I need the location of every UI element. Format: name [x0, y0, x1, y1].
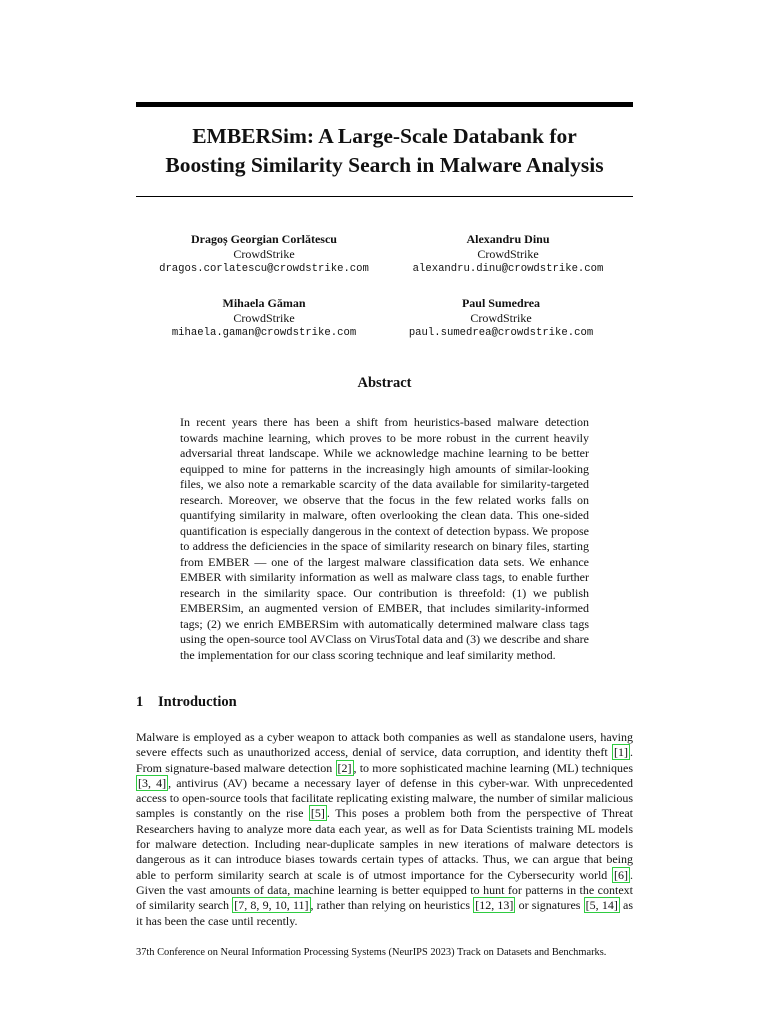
- section-number: 1: [136, 694, 144, 710]
- abstract-text: In recent years there has been a shift from heuristics-based malware detection towards machine learning, which proves to be more robust in the current heavily adversarial threat landscape. While we acknowledge machine learning to be better equipped to mine for patterns in the increasingly high amounts of similar-looking files, we also note a remarkable scarcity of the data available for similarity-targeted research. Moreover, we observe that the focus in the few related works falls on quantifying similarity in malware, often overlooking the clean data. This one-sided quantification is especially dangerous in the context of detection bypass. We propose to address the deficiencies in the space of similarity research on binary files, starting from EMBER — one of the largest malware classification data sets. We enhance EMBER with similarity information as well as malware class tags, to enable further research in the similarity space. Our contribution is threefold: (1) we publish EMBERSim, an augmented version of EMBER, that includes similarity-informed tags; (2) we enrich EMBERSim with automatically determined malware class tags using the open-source tool AVClass on VirusTotal data and (3) we describe and share the implementation for our class scoring technique and leaf similarity method.: [180, 415, 589, 662]
- title-line-1: EMBERSim: A Large-Scale Databank for: [192, 124, 577, 148]
- citation-link[interactable]: [6]: [614, 867, 628, 882]
- title-top-rule: [136, 102, 633, 107]
- section-title: Introduction: [158, 694, 237, 710]
- author-email: alexandru.dinu@crowdstrike.com: [412, 263, 604, 275]
- author-name: Mihaela Găman: [222, 296, 306, 310]
- citation-link[interactable]: [2]: [337, 760, 352, 775]
- citation-link[interactable]: [12, 13]: [475, 898, 514, 913]
- author-block: [381, 296, 621, 341]
- author-block: [144, 232, 384, 277]
- abstract-heading: Abstract: [357, 375, 412, 391]
- author-affiliation: CrowdStrike: [233, 247, 295, 261]
- citation-link[interactable]: [1]: [614, 745, 628, 760]
- author-name: Paul Sumedrea: [461, 296, 541, 310]
- author-email: mihaela.gaman@crowdstrike.com: [171, 327, 357, 339]
- author-block: [144, 296, 384, 341]
- author-block: [388, 232, 628, 277]
- title-bottom-rule: [136, 196, 633, 197]
- citation-link[interactable]: [5]: [310, 806, 325, 821]
- citation-link[interactable]: [7, 8, 9, 10, 11]: [234, 898, 309, 913]
- author-name: Alexandru Dinu: [466, 232, 550, 246]
- conference-footnote: 37th Conference on Neural Information Processing Systems (NeurIPS 2023) Track on Datasets and Benchmarks.: [136, 947, 607, 958]
- author-affiliation: CrowdStrike: [470, 311, 532, 325]
- section-heading: [136, 694, 237, 711]
- paper-title: [136, 122, 633, 180]
- author-email: paul.sumedrea@crowdstrike.com: [408, 327, 594, 339]
- author-affiliation: CrowdStrike: [233, 311, 295, 325]
- citation-link[interactable]: [3, 4]: [138, 775, 167, 790]
- introduction-paragraph: Malware is employed as a cyber weapon to attack both companies as well as standalone users, having severe effects such as unauthorized access, denial of service, data corruption, and identity theft [1] . From signature-based malware detection [2] , to more sophisticated machine learning (ML) techniques [3, 4] , antivirus (AV) became a necessary layer of defense in this cyber-war. With unprecedented access to open-source tools that facilitate replicating existing malware, the number of similar malicious samples is constantly on the rise [5] . This poses a problem both from the perspective of Threat Researchers having to analyze more data each year, as well as for Data Scientists training ML models for malware detection. Including near-duplicate samples in new iterations of malware detectors is dangerous as it can introduce biases towards certain types of attacks. Thus, we can argue that being able to perform similarity search at scale is of utmost importance for the Cybersecurity world [6] . Given the vast amounts of data, machine learning is better equipped to hunt for patterns in the context of similarity search [7, 8, 9, 10, 11] , rather than relying on heuristics [12, 13] or signatures [5, 14] as it has been the case until recently.: [136, 730, 634, 928]
- author-name: Dragoș Georgian Corlătescu: [191, 232, 337, 246]
- citation-link[interactable]: [5, 14]: [585, 898, 618, 913]
- title-line-2: Boosting Similarity Search in Malware Analysis: [165, 153, 604, 177]
- author-affiliation: CrowdStrike: [477, 247, 539, 261]
- author-email: dragos.corlatescu@crowdstrike.com: [159, 263, 369, 275]
